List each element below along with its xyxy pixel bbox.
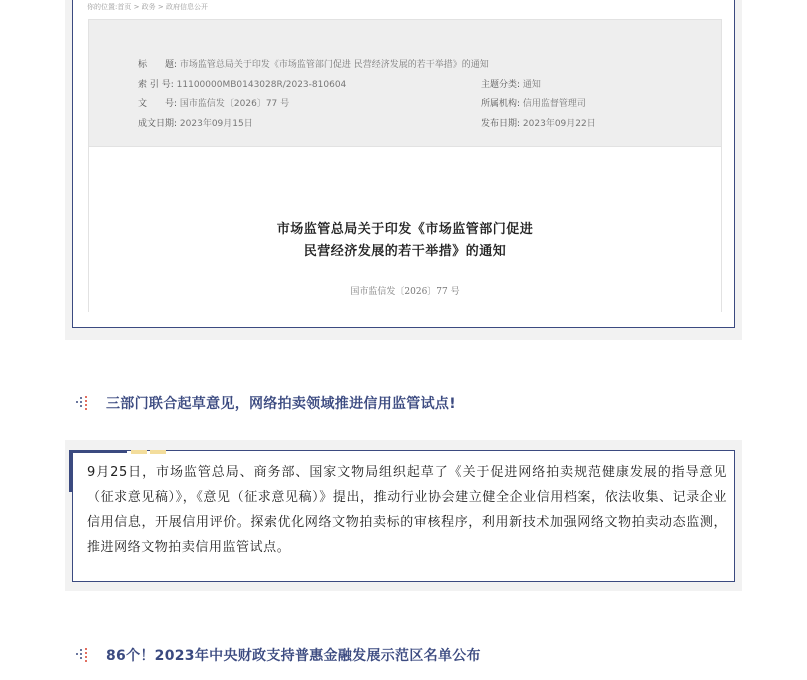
meta-org-label: 所属机构: xyxy=(481,99,521,109)
article-card xyxy=(65,440,742,591)
document-screenshot-card xyxy=(65,0,742,340)
meta-docno-label: 文 号: xyxy=(138,99,178,109)
accent-block xyxy=(150,450,166,454)
meta-date-row xyxy=(138,116,253,129)
accent-block xyxy=(131,450,147,454)
breadcrumb[interactable]: 你的位置:首页 > 政务 > 政府信息公开 xyxy=(87,3,208,11)
meta-index-label: 索 引 号: xyxy=(138,80,174,90)
document-number: 国市监信发〔2026〕77 号 xyxy=(350,287,460,297)
meta-title-row xyxy=(138,57,489,70)
dots-icon xyxy=(76,396,92,410)
section-heading-1[interactable] xyxy=(76,393,456,413)
dots-icon xyxy=(76,648,92,662)
document-body xyxy=(88,147,722,312)
corner-accent-vertical xyxy=(69,450,72,492)
meta-org-value: 信用监督管理司 xyxy=(522,99,586,109)
meta-publish-value: 2023年09月22日 xyxy=(522,119,596,129)
meta-title-value: 市场监管总局关于印发《市场监管部门促进 民营经济发展的若干举措》的通知 xyxy=(179,60,489,70)
meta-category-value: 通知 xyxy=(522,80,541,90)
meta-docno-value: 国市监信发〔2026〕77 号 xyxy=(179,99,290,109)
accent-blocks xyxy=(131,450,166,454)
meta-date-value: 2023年09月15日 xyxy=(179,119,253,129)
meta-org-row xyxy=(481,96,586,109)
article-paragraph: 9月25日，市场监管总局、商务部、国家文物局组织起草了《关于促进网络拍卖规范健康发展的指导意见（征求意见稿）》，《意见（征求意见稿）》提出，推动行业协会建立健全企业信用档案，依法收集、记录企业信用信息，开展信用评价。探索优化网络文物拍卖标的审核程序，利用新技术加强网络文物拍卖动态监测，推进网络文物拍卖信用监管试点。 xyxy=(87,465,727,555)
meta-category-row xyxy=(481,77,541,90)
section-heading-1-text: 三部门联合起草意见，网络拍卖领域推进信用监管试点! xyxy=(106,396,456,412)
section-heading-2[interactable] xyxy=(76,645,481,665)
corner-accent-horizontal xyxy=(69,450,127,453)
meta-index-value: 11100000MB0143028R/2023-810604 xyxy=(176,80,347,90)
meta-docno-row xyxy=(138,96,289,109)
document-frame xyxy=(72,0,735,328)
meta-title-label: 标 题: xyxy=(138,60,178,70)
article-frame xyxy=(72,450,735,582)
document-meta-box xyxy=(88,19,722,147)
meta-publish-label: 发布日期: xyxy=(481,119,521,129)
meta-publish-row xyxy=(481,116,596,129)
section-heading-2-text: 86个！2023年中央财政支持普惠金融发展示范区名单公布 xyxy=(106,648,481,664)
meta-category-label: 主题分类: xyxy=(481,80,521,90)
document-title-line1: 市场监管总局关于印发《市场监管部门促进 xyxy=(276,222,534,237)
document-title-line2: 民营经济发展的若干举措》的通知 xyxy=(303,244,507,259)
meta-date-label: 成文日期: xyxy=(138,119,178,129)
meta-index-row xyxy=(138,77,346,90)
